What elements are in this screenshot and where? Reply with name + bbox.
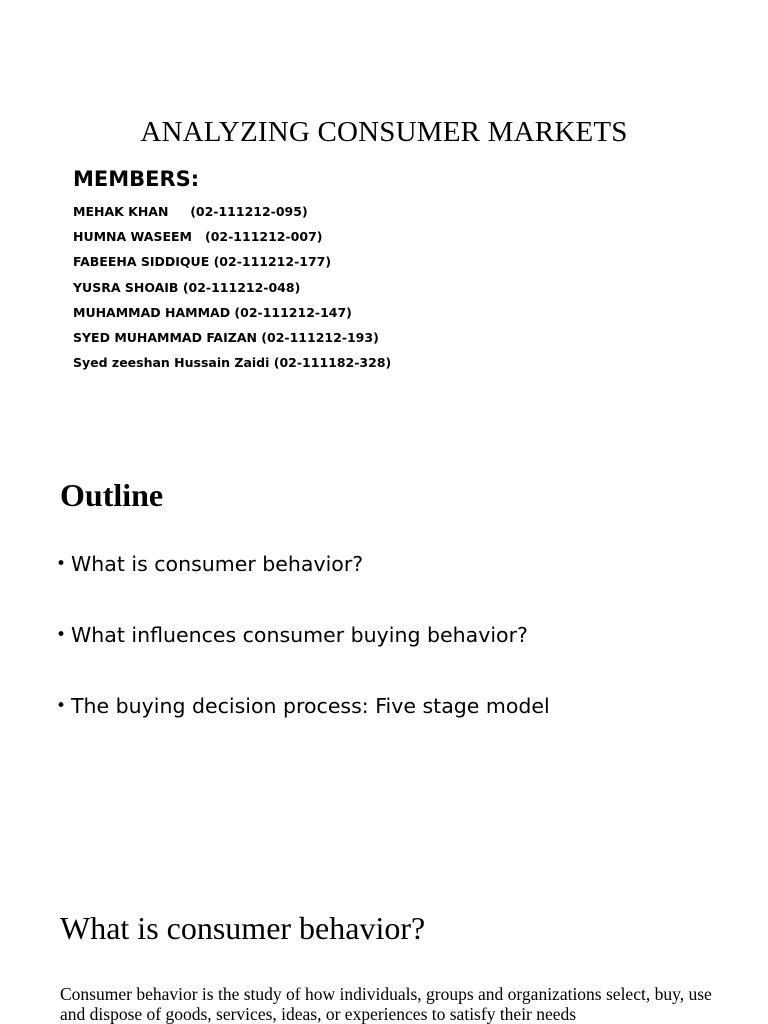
outline-item-text: The buying decision process: Five stage model — [71, 694, 550, 718]
section-heading: What is consumer behavior? — [60, 910, 426, 946]
bullet-icon: • — [56, 696, 67, 716]
bullet-icon: • — [56, 554, 67, 574]
outline-item-text: What is consumer behavior? — [71, 552, 364, 576]
member-item: HUMNA WASEEM (02-111212-007) — [73, 229, 323, 245]
member-item: MUHAMMAD HAMMAD (02-111212-147) — [73, 304, 352, 320]
members-heading: MEMBERS: — [73, 167, 200, 191]
member-item: MEHAK KHAN (02-111212-095) — [73, 204, 308, 219]
bullet-icon: • — [56, 625, 67, 645]
member-item: Syed zeeshan Hussain Zaidi (02-111182-328) — [73, 355, 392, 371]
member-item: FABEEHA SIDDIQUE (02-111212-177) — [73, 254, 332, 270]
members-list — [73, 201, 391, 377]
outline-item — [56, 548, 550, 619]
member-item: YUSRA SHOAIB (02-111212-048) — [73, 279, 301, 295]
section-body-text: Consumer behavior is the study of how individuals, groups and organizations select, buy, use and dispose of goods, services, ideas, or experiences to satisfy their needs — [60, 984, 712, 1024]
outline-item — [56, 690, 550, 761]
outline-list — [56, 548, 550, 761]
page-title: ANALYZING CONSUMER MARKETS — [140, 116, 628, 148]
outline-item-text: What influences consumer buying behavior? — [71, 623, 528, 647]
outline-item — [56, 619, 550, 690]
member-item: SYED MUHAMMAD FAIZAN (02-111212-193) — [73, 329, 379, 345]
outline-heading: Outline — [60, 477, 164, 513]
